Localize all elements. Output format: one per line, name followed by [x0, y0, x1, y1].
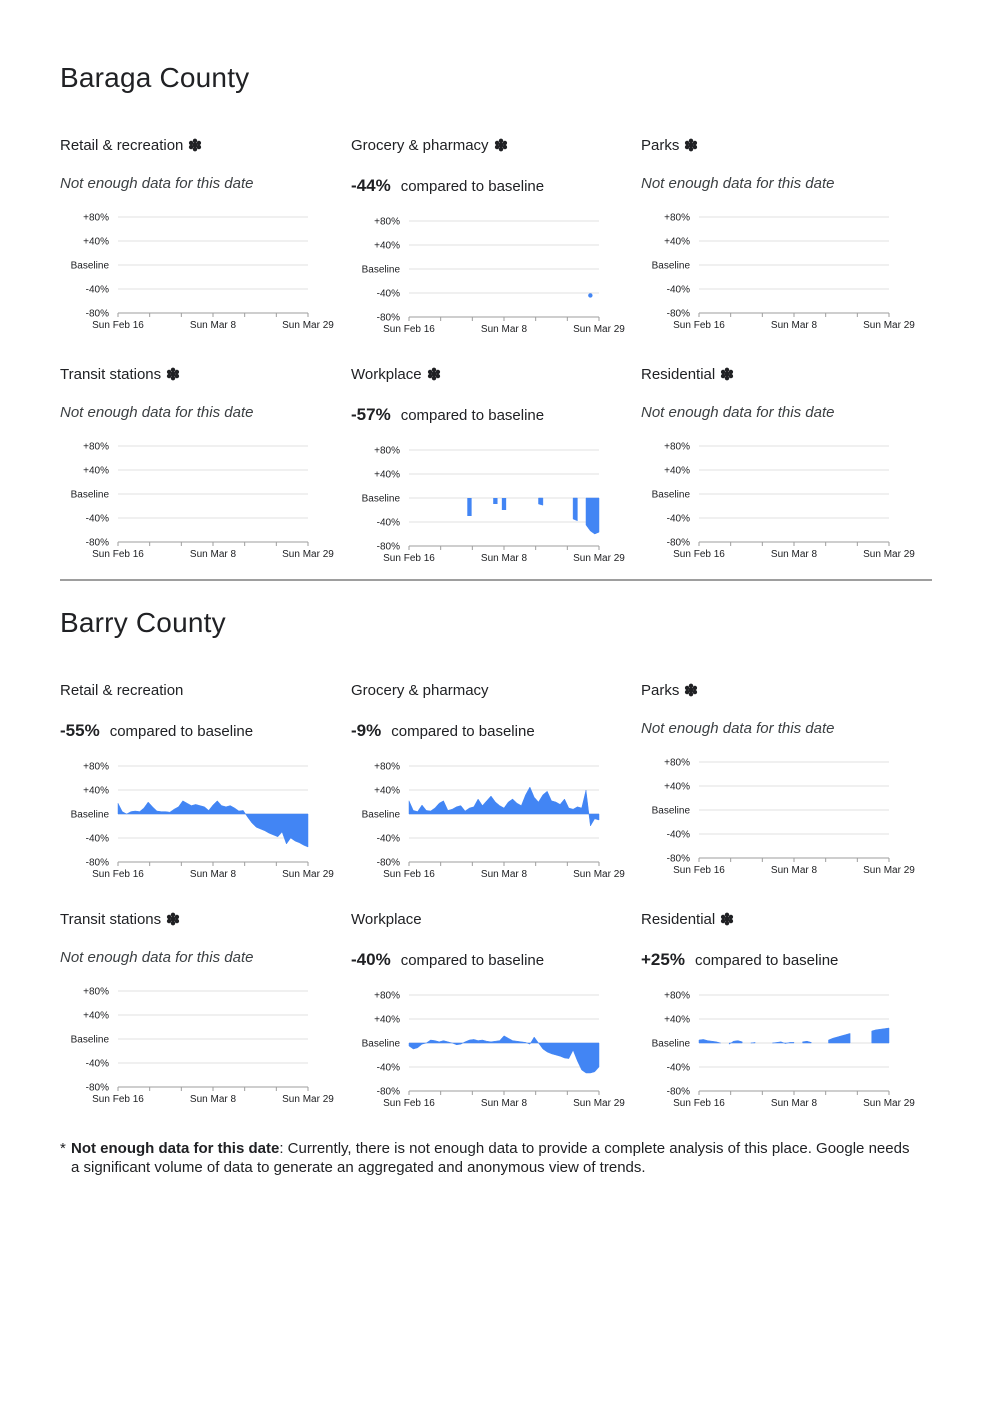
y-tick-label: +80% — [664, 990, 690, 1002]
x-tick-label: Sun Mar 29 — [863, 320, 915, 331]
category-label: Parks — [641, 682, 680, 699]
panel-residential — [641, 911, 926, 1121]
y-tick-label: Baseline — [651, 489, 690, 501]
x-tick-label: Sun Mar 8 — [770, 865, 818, 876]
y-tick-label: +40% — [83, 465, 109, 477]
y-tick-label: Baseline — [651, 1038, 690, 1050]
mobility-chart — [60, 439, 345, 564]
y-tick-label: +80% — [374, 216, 400, 228]
y-tick-label: +40% — [83, 785, 109, 797]
panel-workplace — [351, 366, 636, 576]
x-tick-label: Sun Mar 8 — [189, 1094, 237, 1105]
y-tick-label: Baseline — [361, 264, 400, 276]
x-tick-label: Sun Feb 16 — [92, 869, 144, 880]
x-tick-label: Sun Feb 16 — [673, 549, 725, 560]
y-tick-label: Baseline — [70, 260, 109, 272]
y-tick-label: -40% — [666, 284, 690, 296]
y-tick-label: +40% — [374, 469, 400, 481]
data-area — [729, 1041, 742, 1045]
category-title — [351, 911, 422, 928]
y-tick-label: +80% — [374, 445, 400, 457]
compared-label: compared to baseline — [391, 723, 535, 740]
x-tick-label: Sun Mar 29 — [282, 549, 334, 560]
footnote-term: Not enough data for this date — [71, 1140, 280, 1157]
y-tick-label: +80% — [664, 441, 690, 453]
data-area — [409, 787, 599, 826]
mobility-chart — [641, 988, 926, 1113]
y-tick-label: -80% — [666, 1086, 690, 1098]
asterisk-flag-icon — [720, 912, 734, 926]
panel-grocery-pharmacy — [351, 137, 636, 347]
y-tick-label: -40% — [376, 288, 400, 300]
category-label: Grocery & pharmacy — [351, 682, 489, 699]
percent-change: -55% — [60, 721, 100, 740]
mobility-chart — [351, 988, 636, 1113]
category-label: Residential — [641, 911, 716, 928]
asterisk-flag-icon — [684, 138, 698, 152]
category-label: Workplace — [351, 911, 422, 928]
compared-label: compared to baseline — [109, 723, 254, 740]
no-data-message: Not enough data for this date — [60, 949, 254, 966]
y-tick-label: -40% — [376, 833, 400, 845]
y-tick-label: Baseline — [361, 809, 400, 821]
percent-change: -40% — [351, 950, 391, 969]
y-tick-label: -40% — [85, 284, 109, 296]
y-tick-label: +40% — [83, 1010, 109, 1022]
category-label: Workplace — [351, 366, 422, 383]
mobility-chart — [351, 214, 636, 339]
y-tick-label: +40% — [374, 240, 400, 252]
x-tick-label: Sun Mar 8 — [480, 324, 528, 335]
footnote — [60, 1139, 920, 1177]
y-tick-label: Baseline — [651, 805, 690, 817]
x-tick-label: Sun Mar 8 — [480, 869, 528, 880]
mobility-chart — [351, 443, 636, 568]
x-tick-label: Sun Mar 8 — [189, 320, 237, 331]
y-tick-label: -40% — [376, 517, 400, 529]
panel-parks — [641, 682, 926, 892]
panel-grocery-pharmacy — [351, 682, 636, 892]
change-summary — [351, 176, 544, 196]
y-tick-label: Baseline — [361, 493, 400, 505]
y-tick-label: -40% — [666, 513, 690, 525]
x-tick-label: Sun Feb 16 — [673, 320, 725, 331]
change-summary — [351, 721, 535, 741]
x-tick-label: Sun Mar 29 — [573, 1098, 625, 1109]
y-tick-label: -40% — [85, 1058, 109, 1070]
no-data-message: Not enough data for this date — [641, 404, 835, 421]
y-tick-label: +80% — [83, 212, 109, 224]
percent-change: -9% — [351, 721, 382, 740]
y-tick-label: Baseline — [70, 809, 109, 821]
compared-label: compared to baseline — [400, 952, 545, 969]
data-area — [539, 498, 543, 505]
x-tick-label: Sun Mar 8 — [480, 553, 528, 564]
data-area — [573, 498, 577, 521]
y-tick-label: +80% — [664, 212, 690, 224]
asterisk-flag-icon — [166, 912, 180, 926]
category-title — [641, 911, 734, 928]
y-tick-label: +40% — [664, 1014, 690, 1026]
x-tick-label: Sun Mar 29 — [863, 1098, 915, 1109]
category-label: Parks — [641, 137, 680, 154]
change-summary — [351, 405, 544, 425]
data-area — [829, 1033, 851, 1043]
y-tick-label: +40% — [83, 236, 109, 248]
panel-retail-recreation — [60, 137, 345, 347]
asterisk-flag-icon — [720, 367, 734, 381]
y-tick-label: -80% — [85, 1082, 109, 1094]
y-tick-label: -80% — [376, 1086, 400, 1098]
y-tick-label: +80% — [83, 986, 109, 998]
x-tick-label: Sun Mar 29 — [282, 1094, 334, 1105]
mobility-chart — [60, 984, 345, 1109]
y-tick-label: +80% — [374, 990, 400, 1002]
y-tick-label: -40% — [85, 833, 109, 845]
county-divider — [60, 579, 932, 581]
category-label: Grocery & pharmacy — [351, 137, 489, 154]
y-tick-label: -40% — [666, 829, 690, 841]
x-tick-label: Sun Mar 29 — [282, 869, 334, 880]
panel-workplace — [351, 911, 636, 1121]
y-tick-label: +80% — [83, 441, 109, 453]
change-summary — [60, 721, 253, 741]
county-title: Barry County — [60, 607, 226, 638]
category-label: Retail & recreation — [60, 137, 184, 154]
change-summary — [351, 950, 544, 970]
y-tick-label: -80% — [666, 853, 690, 865]
asterisk-flag-icon — [684, 683, 698, 697]
panel-transit-stations — [60, 366, 345, 576]
x-tick-label: Sun Mar 8 — [770, 1098, 818, 1109]
x-tick-label: Sun Mar 8 — [770, 549, 818, 560]
category-label: Retail & recreation — [60, 682, 184, 699]
category-title — [60, 137, 202, 154]
category-title — [351, 137, 508, 154]
data-bar — [467, 498, 471, 516]
category-title — [60, 366, 180, 383]
x-tick-label: Sun Mar 8 — [189, 549, 237, 560]
compared-label: compared to baseline — [400, 178, 545, 195]
mobility-chart — [60, 759, 345, 884]
y-tick-label: +40% — [664, 465, 690, 477]
footnote-marker: * — [60, 1140, 66, 1157]
category-title — [641, 366, 734, 383]
x-tick-label: Sun Mar 29 — [863, 549, 915, 560]
x-tick-label: Sun Feb 16 — [383, 553, 435, 564]
category-label: Residential — [641, 366, 716, 383]
x-tick-label: Sun Mar 29 — [573, 869, 625, 880]
x-tick-label: Sun Feb 16 — [92, 549, 144, 560]
category-title — [351, 682, 489, 699]
x-tick-label: Sun Mar 29 — [282, 320, 334, 331]
asterisk-flag-icon — [188, 138, 202, 152]
percent-change: +25% — [641, 950, 685, 969]
percent-change: -57% — [351, 405, 391, 424]
compared-label: compared to baseline — [694, 952, 839, 969]
y-tick-label: -40% — [376, 1062, 400, 1074]
data-area — [118, 801, 308, 847]
y-tick-label: -40% — [666, 1062, 690, 1074]
x-tick-label: Sun Feb 16 — [383, 869, 435, 880]
x-tick-label: Sun Mar 8 — [770, 320, 818, 331]
x-tick-label: Sun Mar 29 — [863, 865, 915, 876]
percent-change: -44% — [351, 176, 391, 195]
mobility-chart — [641, 210, 926, 335]
mobility-chart — [351, 759, 636, 884]
panel-parks — [641, 137, 926, 347]
y-tick-label: -40% — [85, 513, 109, 525]
y-tick-label: +80% — [664, 757, 690, 769]
y-tick-label: +80% — [374, 761, 400, 773]
x-tick-label: Sun Feb 16 — [92, 320, 144, 331]
panel-residential — [641, 366, 926, 576]
y-tick-label: Baseline — [361, 1038, 400, 1050]
x-tick-label: Sun Feb 16 — [92, 1094, 144, 1105]
y-tick-label: +40% — [664, 781, 690, 793]
x-tick-label: Sun Mar 8 — [189, 869, 237, 880]
y-tick-label: -80% — [85, 857, 109, 869]
panel-transit-stations — [60, 911, 345, 1121]
y-tick-label: +40% — [374, 1014, 400, 1026]
asterisk-flag-icon — [494, 138, 508, 152]
y-tick-label: -80% — [376, 312, 400, 324]
mobility-chart — [641, 755, 926, 880]
y-tick-label: -80% — [376, 857, 400, 869]
compared-label: compared to baseline — [400, 407, 545, 424]
x-tick-label: Sun Feb 16 — [673, 865, 725, 876]
category-title — [60, 682, 183, 699]
y-tick-label: -80% — [376, 541, 400, 553]
data-area — [586, 498, 599, 534]
y-tick-label: Baseline — [651, 260, 690, 272]
y-tick-label: +40% — [374, 785, 400, 797]
y-tick-label: -80% — [666, 537, 690, 549]
asterisk-flag-icon — [427, 367, 441, 381]
y-tick-label: +40% — [664, 236, 690, 248]
change-summary — [641, 950, 838, 970]
data-area — [803, 1041, 812, 1043]
data-bar — [493, 498, 497, 504]
no-data-message: Not enough data for this date — [60, 175, 254, 192]
data-bar — [502, 498, 506, 510]
x-tick-label: Sun Feb 16 — [383, 1098, 435, 1109]
x-tick-label: Sun Feb 16 — [383, 324, 435, 335]
y-tick-label: +80% — [83, 761, 109, 773]
x-tick-label: Sun Mar 8 — [480, 1098, 528, 1109]
no-data-message: Not enough data for this date — [641, 720, 835, 737]
y-tick-label: -80% — [85, 308, 109, 320]
y-tick-label: -80% — [666, 308, 690, 320]
data-area — [872, 1028, 889, 1043]
x-tick-label: Sun Mar 29 — [573, 324, 625, 335]
county-title: Baraga County — [60, 62, 250, 93]
no-data-message: Not enough data for this date — [60, 404, 254, 421]
category-title — [641, 137, 698, 154]
panel-retail-recreation — [60, 682, 345, 892]
y-tick-label: -80% — [85, 537, 109, 549]
mobility-chart — [60, 210, 345, 335]
category-title — [641, 682, 698, 699]
category-label: Transit stations — [60, 366, 162, 383]
x-tick-label: Sun Mar 29 — [573, 553, 625, 564]
mobility-chart — [641, 439, 926, 564]
category-label: Transit stations — [60, 911, 162, 928]
x-tick-label: Sun Feb 16 — [673, 1098, 725, 1109]
asterisk-flag-icon — [166, 367, 180, 381]
y-tick-label: Baseline — [70, 1034, 109, 1046]
data-area — [699, 1039, 721, 1043]
no-data-message: Not enough data for this date — [641, 175, 835, 192]
y-tick-label: Baseline — [70, 489, 109, 501]
category-title — [351, 366, 441, 383]
footnote-text: : Currently, there is not enough data to provide a complete analysis of this place. Google needs a significant volume of data to generate an aggregated and anonymous view of trends. — [71, 1140, 910, 1176]
data-point — [588, 293, 592, 297]
category-title — [60, 911, 180, 928]
data-area — [751, 1042, 755, 1043]
